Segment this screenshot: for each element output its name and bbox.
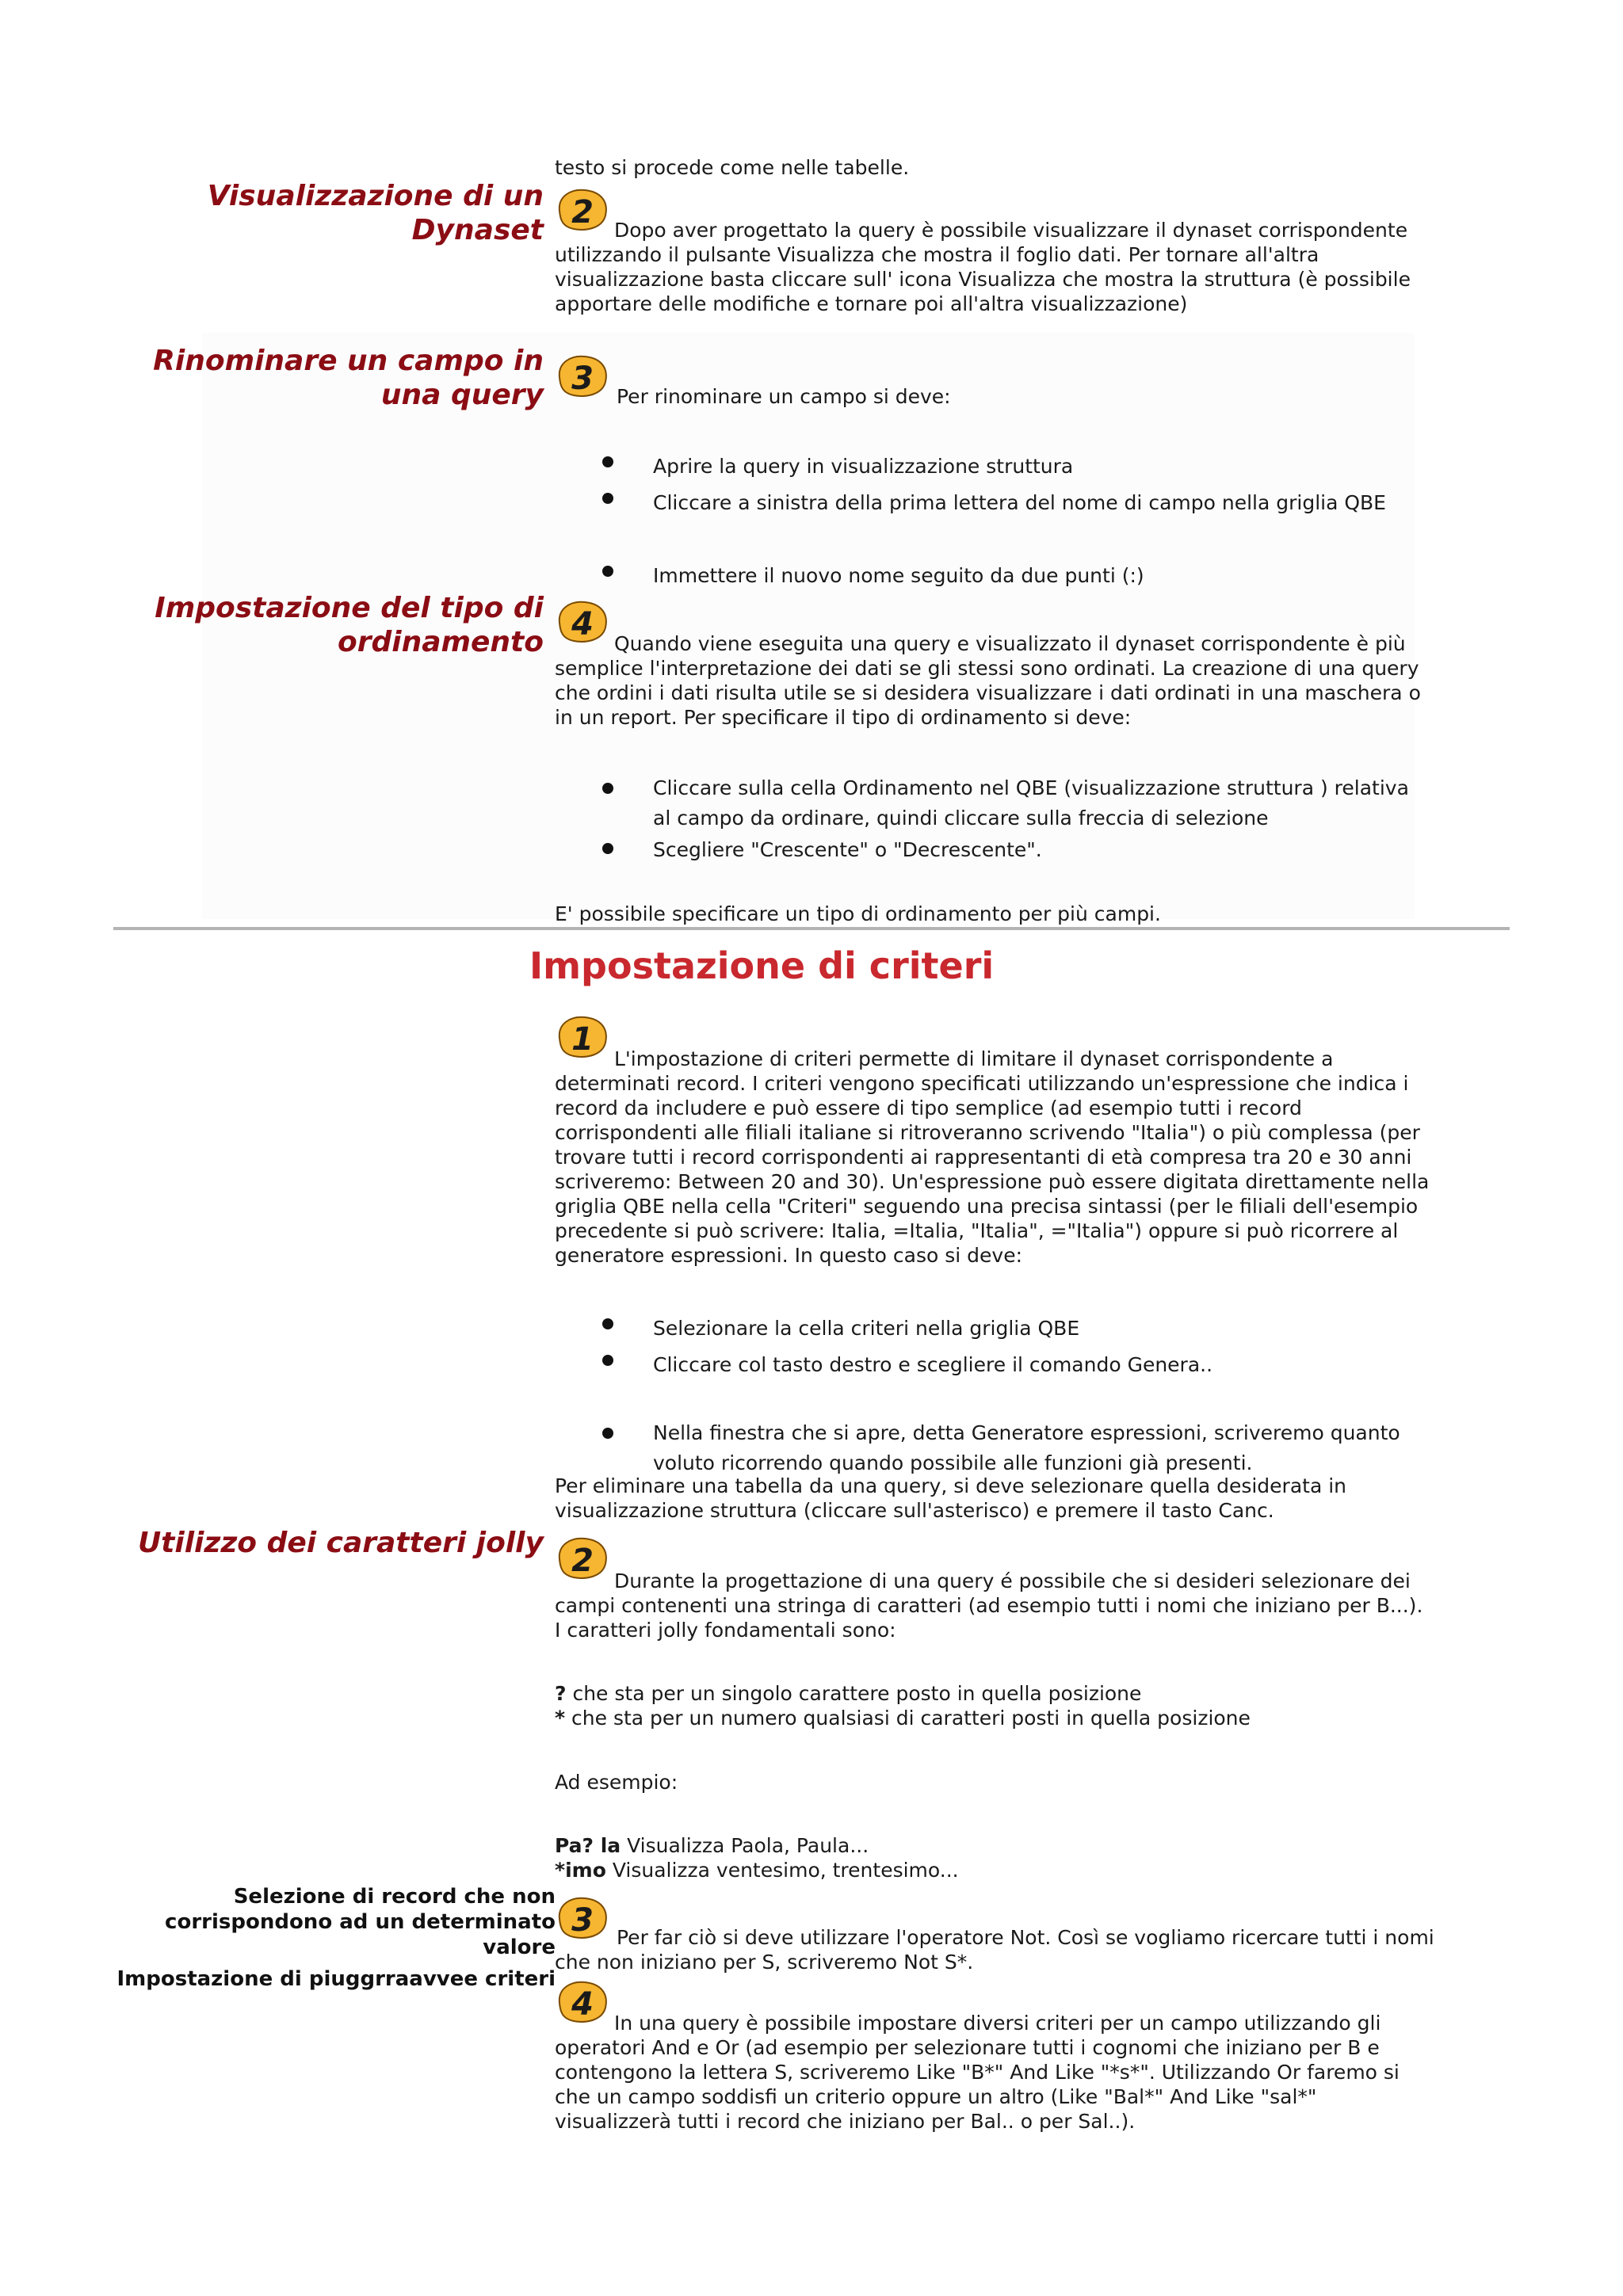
number-1-icon bbox=[555, 1013, 610, 1060]
number-4-icon bbox=[555, 1978, 610, 2025]
list-item: Cliccare a sinistra della prima lettera del nome di campo nella griglia QBE bbox=[653, 491, 1386, 514]
badge-number: 2 bbox=[571, 194, 594, 231]
wildcard-symbol: ? bbox=[555, 1682, 567, 1705]
example-line bbox=[555, 1833, 1434, 1858]
paragraph-eliminare-tabella: Per eliminare una tabella da una query, si deve selezionare quella desiderata in visualizzazione struttura (cliccare sull'asterisco) e premere il tasto Canc. bbox=[555, 1474, 1347, 1522]
example-intro: Ad esempio: bbox=[555, 1771, 678, 1794]
section-title: Impostazione di criteri bbox=[529, 944, 995, 987]
list-item: Cliccare sulla cella Ordinamento nel QBE (visualizzazione struttura ) relativa al campo da ordinare, quindi cliccare sulla freccia di selezione bbox=[653, 776, 1409, 830]
number-3-icon bbox=[555, 1894, 610, 1941]
badge-number: 3 bbox=[571, 360, 594, 397]
paragraph-tipo-ordinamento: Quando viene eseguita una query e visualizzato il dynaset corrispondente è più semplice l'interpretazione dei dati se gli stessi sono ordinati. La creazione di una query che ordini i dati risulta utile se si desidera visualizzare i dati ordinati in una maschera o in un report. Per specificare il tipo di ordinamento si deve: bbox=[555, 632, 1421, 729]
bullet-marker bbox=[602, 456, 613, 467]
badge-number: 1 bbox=[571, 1021, 594, 1058]
paragraph-rinominare-campo: Per rinominare un campo si deve: bbox=[617, 385, 951, 408]
number-3-icon bbox=[555, 352, 610, 399]
side-heading-visualizzazione-dynaset: Visualizzazione di un Dynaset bbox=[207, 180, 544, 246]
list-item: Nella finestra che si apre, detta Generatore espressioni, scriveremo quanto voluto ricorrendo quando possibile alle funzioni già presenti. bbox=[653, 1421, 1400, 1474]
list-item: Immettere il nuovo nome seguito da due punti (:) bbox=[653, 564, 1144, 587]
example-result: Visualizza ventesimo, trentesimo... bbox=[605, 1859, 959, 1882]
example-line bbox=[555, 1858, 1434, 1882]
bullet-marker bbox=[602, 1428, 613, 1439]
example-pattern: *imo bbox=[555, 1859, 606, 1882]
example-pattern: Pa? la bbox=[555, 1834, 621, 1857]
list-item: Scegliere "Crescente" o "Decrescente". bbox=[653, 838, 1042, 861]
paragraph-selezione-record: Per far ciò si deve utilizzare l'operatore Not. Così se vogliamo ricercare tutti i nomi che non iniziano per S, scriveremo Not S*. bbox=[555, 1926, 1434, 1974]
number-2-icon bbox=[555, 185, 610, 233]
paragraph-piu-criteri: In una query è possibile impostare diversi criteri per un campo utilizzando gli operatori And e Or (ad esempio per selezionare tutti i cognomi che iniziano per B e contengono la lettera S, scriveremo Like "B*" And Like "*s*". Utilizzando Or faremo si che un campo soddisfi un criterio oppure un altro (Like "Bal*" And Like "sal*" visualizzerà tutti i record che iniziano per Bal.. o per Sal..). bbox=[555, 2012, 1400, 2133]
wildcard-description: che sta per un numero qualsiasi di caratteri posti in quella posizione bbox=[565, 1707, 1251, 1730]
list-item: Cliccare col tasto destro e scegliere il comando Genera.. bbox=[653, 1353, 1213, 1376]
bullet-marker bbox=[602, 493, 613, 504]
bullet-marker bbox=[602, 566, 613, 577]
list-item: Aprire la query in visualizzazione struttura bbox=[653, 455, 1074, 478]
badge-number: 4 bbox=[571, 1986, 594, 2023]
side-heading-tipo-ordinamento: Impostazione del tipo di ordinamento bbox=[155, 592, 544, 658]
wildcard-star-line bbox=[555, 1706, 1434, 1730]
wildcard-question-line bbox=[555, 1681, 1434, 1706]
badge-number: 4 bbox=[571, 606, 594, 643]
wildcard-symbol: * bbox=[555, 1707, 566, 1730]
list-item: Selezionare la cella criteri nella griglia QBE bbox=[653, 1317, 1080, 1340]
bullet-marker bbox=[602, 1355, 613, 1366]
paragraph-ordinamento-campi: E' possibile specificare un tipo di ordinamento per più campi. bbox=[555, 902, 1161, 925]
side-heading-piu-criteri: Impostazione di piuggrraavvee criteri bbox=[116, 1967, 556, 1991]
number-2-icon bbox=[555, 1534, 610, 1581]
intro-text: testo si procede come nelle tabelle. bbox=[555, 156, 910, 179]
bullet-marker bbox=[602, 783, 613, 794]
badge-number: 3 bbox=[571, 1902, 594, 1939]
side-heading-caratteri-jolly: Utilizzo dei caratteri jolly bbox=[137, 1527, 544, 1559]
paragraph-impostazione-criteri: L'impostazione di criteri permette di limitare il dynaset corrispondente a determinati record. I criteri vengono specificati utilizzando un'espressione che indica i record da includere e può essere di tipo semplice (ad esempio tutti i record corrispondenti alle filiali italiane si ritroveranno scrivendo "Italia") o più complessa (per trovare tutti i record corrispondenti ai rappresentanti di età compresa tra 20 e 30 anni scriveremo: Between 20 and 30). Un'espressione può essere digitata direttamente nella griglia QBE nella cella "Criteri" seguendo una precisa sintassi (per le filiali dell'esempio precedente si può scrivere: Italia, =Italia, "Italia", ="Italia") oppure si può ricorrere al generatore espressioni. In questo caso si deve: bbox=[555, 1047, 1430, 1267]
bullet-marker bbox=[602, 843, 613, 854]
number-4-icon bbox=[555, 597, 610, 645]
bullet-marker bbox=[602, 1318, 613, 1329]
example-result: Visualizza Paola, Paula... bbox=[621, 1834, 869, 1857]
paragraph-caratteri-jolly: Durante la progettazione di una query é possibile che si desideri selezionare dei campi contenenti una stringa di caratteri (ad esempio tutti i nomi che iniziano per B...). I caratteri jolly fondamentali sono: bbox=[555, 1569, 1423, 1642]
side-heading-rinominare-campo: Rinominare un campo in una query bbox=[153, 345, 544, 411]
wildcard-description: che sta per un singolo carattere posto in quella posizione bbox=[566, 1682, 1142, 1705]
badge-number: 2 bbox=[571, 1543, 594, 1579]
section-divider bbox=[113, 927, 1510, 930]
side-heading-selezione-record: Selezione di record che non corrispondono ad un determinato valore bbox=[165, 1885, 556, 1959]
paragraph-visualizzazione-dynaset: Dopo aver progettato la query è possibile visualizzare il dynaset corrispondente utilizzando il pulsante Visualizza che mostra il foglio dati. Per tornare all'altra visualizzazione basta cliccare sull' icona Visualizza che mostra la struttura (è possibile apportare delle modifiche e tornare poi all'altra visualizzazione) bbox=[555, 219, 1411, 315]
